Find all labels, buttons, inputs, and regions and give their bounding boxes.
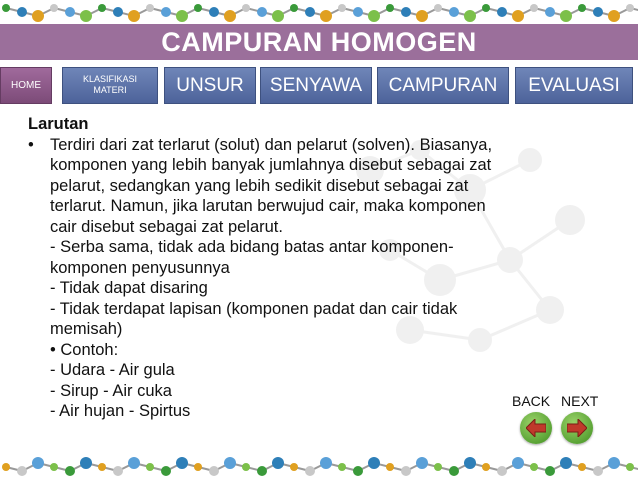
molecule-atom — [272, 10, 284, 22]
molecule-atom — [242, 4, 250, 12]
molecule-atom — [578, 4, 586, 12]
molecule-atom — [464, 457, 476, 469]
text-line: memisah) — [50, 320, 123, 338]
molecule-atom — [98, 463, 106, 471]
text-line: - Tidak dapat disaring — [50, 279, 208, 297]
molecule-atom — [209, 466, 219, 476]
molecule-atom — [80, 10, 92, 22]
molecule-atom — [482, 463, 490, 471]
molecule-atom — [146, 463, 154, 471]
molecule-border-bottom — [0, 455, 638, 479]
molecule-atom — [434, 4, 442, 12]
molecule-atom — [449, 466, 459, 476]
molecule-atom — [128, 10, 140, 22]
page-title: CAMPURAN HOMOGEN — [0, 24, 638, 60]
molecule-atom — [512, 10, 524, 22]
molecule-atom — [257, 466, 267, 476]
bullet-symbol: • — [28, 135, 34, 154]
text-line: - Udara - Air gula — [50, 361, 175, 379]
molecule-atom — [320, 457, 332, 469]
molecule-atom — [194, 463, 202, 471]
molecule-atom — [209, 7, 219, 17]
text-line: - Serba sama, tidak ada bidang batas antar komponen- — [50, 238, 454, 256]
arrow-right-icon — [567, 419, 587, 437]
molecule-atom — [224, 10, 236, 22]
molecule-atom — [386, 463, 394, 471]
molecule-atom — [320, 10, 332, 22]
molecule-atom — [353, 466, 363, 476]
nav-campuran-button[interactable]: CAMPURAN — [377, 67, 509, 104]
molecule-atom — [464, 10, 476, 22]
molecule-atom — [416, 10, 428, 22]
nav-klasifikasi-materi-button[interactable] — [62, 67, 158, 104]
text-line: komponen yang lebih banyak jumlahnya disebut sebagai zat — [50, 156, 492, 174]
molecule-atom — [32, 457, 44, 469]
molecule-atom — [593, 7, 603, 17]
content-area — [28, 114, 618, 422]
next-button[interactable] — [561, 412, 593, 444]
nav-evaluasi-button[interactable]: EVALUASI — [515, 67, 633, 104]
molecule-atom — [17, 466, 27, 476]
molecule-atom — [305, 7, 315, 17]
molecule-atom — [338, 463, 346, 471]
molecule-atom — [608, 10, 620, 22]
section-heading: Larutan — [28, 115, 89, 133]
nav-unsur-button[interactable]: UNSUR — [164, 67, 256, 104]
text-line: - Tidak terdapat lapisan (komponen padat dan cair tidak — [50, 299, 458, 318]
molecule-atom — [224, 457, 236, 469]
molecule-atom — [401, 7, 411, 17]
molecule-atom — [2, 463, 10, 471]
molecule-atom — [113, 7, 123, 17]
molecule-atom — [113, 466, 123, 476]
molecule-atom — [368, 10, 380, 22]
nav-senyawa-button[interactable]: SENYAWA — [260, 67, 372, 104]
molecule-atom — [272, 457, 284, 469]
molecule-atom — [146, 4, 154, 12]
molecule-atom — [530, 463, 538, 471]
molecule-atom — [530, 4, 538, 12]
molecule-atom — [65, 466, 75, 476]
molecule-atom — [32, 10, 44, 22]
molecule-atom — [512, 457, 524, 469]
molecule-border-top — [0, 0, 638, 24]
molecule-atom — [161, 466, 171, 476]
text-line: • Contoh: — [50, 340, 119, 359]
molecule-atom — [578, 463, 586, 471]
molecule-atom — [608, 457, 620, 469]
nav-klasifikasi-line2: MATERI — [93, 85, 127, 95]
molecule-atom — [257, 7, 267, 17]
text-line: - Air hujan - Spirtus — [50, 402, 191, 420]
molecule-atom — [65, 7, 75, 17]
molecule-atom — [401, 466, 411, 476]
molecule-atom — [353, 7, 363, 17]
molecule-atom — [560, 10, 572, 22]
molecule-atom — [2, 4, 10, 12]
molecule-atom — [497, 7, 507, 17]
molecule-atom — [560, 457, 572, 469]
molecule-atom — [434, 463, 442, 471]
molecule-atom — [80, 457, 92, 469]
molecule-atom — [497, 466, 507, 476]
molecule-atom — [50, 463, 58, 471]
molecule-atom — [161, 7, 171, 17]
bullet-item — [28, 135, 618, 422]
molecule-atom — [242, 463, 250, 471]
molecule-atom — [368, 457, 380, 469]
molecule-atom — [449, 7, 459, 17]
molecule-atom — [338, 4, 346, 12]
nav-klasifikasi-line1: KLASIFIKASI — [82, 74, 138, 84]
text-line: cair disebut sebagai zat pelarut. — [50, 217, 283, 236]
text-line: komponen penyusunnya — [50, 258, 230, 277]
molecule-atom — [305, 466, 315, 476]
molecule-atom — [482, 4, 490, 12]
molecule-atom — [176, 10, 188, 22]
molecule-atom — [98, 4, 106, 12]
molecule-atom — [545, 466, 555, 476]
molecule-atom — [593, 466, 603, 476]
molecule-atom — [545, 7, 555, 17]
molecule-atom — [290, 4, 298, 12]
text-line: pelarut, sedangkan yang lebih sedikit disebut sebagai zat — [50, 176, 469, 195]
molecule-atom — [50, 4, 58, 12]
molecule-atom — [386, 4, 394, 12]
molecule-atom — [626, 4, 634, 12]
text-line: Terdiri dari zat terlarut (solut) dan pelarut (solven). Biasanya, — [50, 135, 493, 154]
text-line: - Sirup - Air cuka — [50, 381, 172, 400]
back-button[interactable] — [520, 412, 552, 444]
molecule-atom — [194, 4, 202, 12]
next-label: NEXT — [561, 393, 599, 409]
molecule-atom — [626, 463, 634, 471]
back-label: BACK — [512, 393, 551, 409]
molecule-atom — [290, 463, 298, 471]
molecule-atom — [176, 457, 188, 469]
molecule-atom — [416, 457, 428, 469]
text-line: terlarut. Namun, jika larutan berwujud cair, maka komponen — [50, 197, 486, 215]
molecule-atom — [17, 7, 27, 17]
molecule-atom — [128, 457, 140, 469]
bullet-text — [50, 135, 618, 422]
nav-home-button[interactable]: HOME — [0, 67, 52, 104]
arrow-left-icon — [526, 419, 546, 437]
